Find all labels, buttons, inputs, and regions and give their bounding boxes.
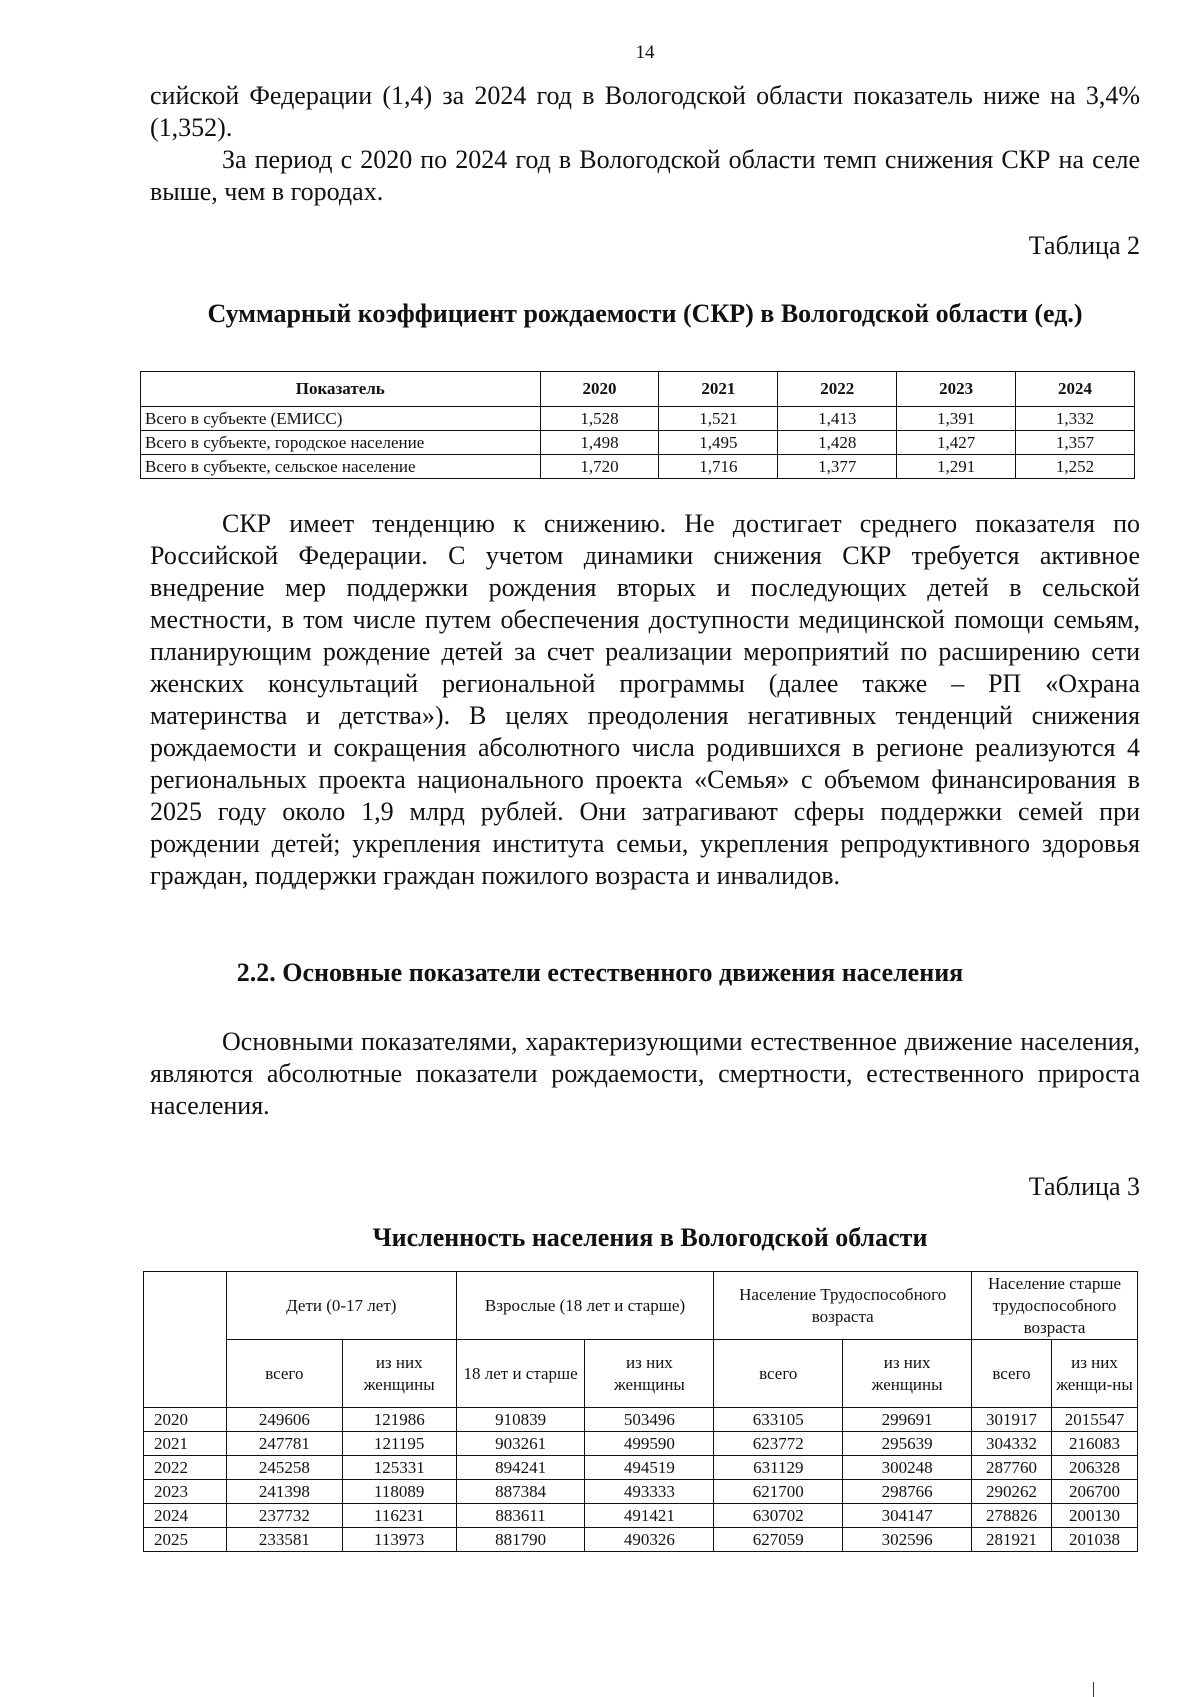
table-row	[141, 407, 1135, 431]
table-row	[141, 455, 1135, 479]
header-year: 2021	[659, 372, 778, 407]
header-year: 2022	[778, 372, 897, 407]
paragraph-natural-movement: Основными показателями, характеризующими естественное движение населения, являются абсолютные показатели рождаемости, смертности, естественного прироста населения.	[150, 1027, 1140, 1120]
row-label: Всего в субъекте, сельское население	[141, 455, 541, 479]
table-cell: 503496	[585, 1408, 714, 1432]
header-year-blank	[144, 1272, 227, 1408]
table-2-label: Таблица 2	[1028, 231, 1140, 260]
table-cell: 1,377	[778, 455, 897, 479]
row-label: Всего в субъекте, городское население	[141, 431, 541, 455]
table-cell: 491421	[585, 1504, 714, 1528]
table-cell: 281921	[972, 1528, 1052, 1552]
table-cell: 1,252	[1016, 455, 1135, 479]
table-row	[144, 1504, 1138, 1528]
table-cell: 903261	[456, 1432, 585, 1456]
paragraph-fertility-trend: СКР имеет тенденцию к снижению. Не достигает среднего показателя по Российской Федерации. С учетом динамики снижения СКР требуется активное внедрение мер поддержки рождения вторых и последующих детей в сельской местности, в том числе путем обеспечения доступности медицинской помощи семьям, планирующим рождение детей за счет реализации мероприятий по расширению сети женских консультаций региональной программы (далее также – РП «Охрана материнства и детства»). В целях преодоления негативных тенденций снижения рождаемости и сокращения абсолютного числа родившихся в регионе реализуются 4 региональных проекта национального проекта «Семья» с объемом финансирования в 2025 году около 1,9 млрд рублей. Они затрагивают сферы поддержки семей при рождении детей; укрепления института семьи, укрепления репродуктивного здоровья граждан, поддержки граждан пожилого возраста и инвалидов.	[150, 509, 1140, 890]
header-year: 2024	[1016, 372, 1135, 407]
table-cell: 883611	[456, 1504, 585, 1528]
table-cell: 304147	[843, 1504, 972, 1528]
table-cell: 630702	[714, 1504, 843, 1528]
table-cell: 216083	[1052, 1432, 1138, 1456]
page-number: 14	[635, 42, 655, 63]
row-year: 2022	[144, 1456, 227, 1480]
table-cell: 247781	[226, 1432, 342, 1456]
table-cell: 295639	[843, 1432, 972, 1456]
table-2-title: Суммарный коэффициент рождаемости (СКР) в Вологодской области (ед.)	[207, 299, 1083, 328]
table-3-title: Численность населения в Вологодской области	[372, 1223, 928, 1252]
table-row	[144, 1528, 1138, 1552]
header-adults: Взрослые (18 лет и старше)	[456, 1272, 714, 1340]
table-3-label: Таблица 3	[1028, 1172, 1140, 1201]
table-cell: 887384	[456, 1480, 585, 1504]
table-cell: 118089	[342, 1480, 456, 1504]
table-row	[144, 1408, 1138, 1432]
table-cell: 1,495	[659, 431, 778, 455]
header-working-age: Население Трудоспособного возраста	[714, 1272, 972, 1340]
table-cell: 1,332	[1016, 407, 1135, 431]
row-year: 2021	[144, 1432, 227, 1456]
table-cell: 631129	[714, 1456, 843, 1480]
table-cell: 1,391	[897, 407, 1016, 431]
table-cell: 881790	[456, 1528, 585, 1552]
table-row	[141, 431, 1135, 455]
table-row	[144, 1480, 1138, 1504]
table-cell: 237732	[226, 1504, 342, 1528]
table-cell: 621700	[714, 1480, 843, 1504]
table-cell: 290262	[972, 1480, 1052, 1504]
row-year: 2024	[144, 1504, 227, 1528]
population-table-body	[144, 1408, 1138, 1552]
table-cell: 121195	[342, 1432, 456, 1456]
paragraph-rural-decline: За период с 2020 по 2024 год в Вологодской области темп снижения СКР на селе выше, чем в городах.	[150, 145, 1140, 206]
table-cell: 894241	[456, 1456, 585, 1480]
table-cell: 627059	[714, 1528, 843, 1552]
table-cell: 302596	[843, 1528, 972, 1552]
table-cell: 245258	[226, 1456, 342, 1480]
table-cell: 1,720	[540, 455, 659, 479]
table-cell: 1,528	[540, 407, 659, 431]
table-cell: 493333	[585, 1480, 714, 1504]
table-cell: 1,291	[897, 455, 1016, 479]
row-year: 2025	[144, 1528, 227, 1552]
header-year: 2020	[540, 372, 659, 407]
table-cell: 201038	[1052, 1528, 1138, 1552]
table-cell: 633105	[714, 1408, 843, 1432]
subheader-women: из них женщины	[342, 1340, 456, 1408]
header-year: 2023	[897, 372, 1016, 407]
header-elderly: Население старше трудоспособного возраста	[972, 1272, 1138, 1340]
subheader-total: всего	[226, 1340, 342, 1408]
table-cell: 206700	[1052, 1480, 1138, 1504]
table-cell: 1,413	[778, 407, 897, 431]
table-cell: 1,716	[659, 455, 778, 479]
subheader-adults-18: 18 лет и старше	[456, 1340, 585, 1408]
table-cell: 278826	[972, 1504, 1052, 1528]
table-cell: 623772	[714, 1432, 843, 1456]
table-cell: 1,357	[1016, 431, 1135, 455]
table-cell: 249606	[226, 1408, 342, 1432]
table-cell: 1,498	[540, 431, 659, 455]
table-cell: 241398	[226, 1480, 342, 1504]
table-cell: 2015547	[1052, 1408, 1138, 1432]
header-children: Дети (0-17 лет)	[226, 1272, 456, 1340]
table-cell: 300248	[843, 1456, 972, 1480]
row-year: 2020	[144, 1408, 227, 1432]
paragraph-continuation: сийской Федерации (1,4) за 2024 год в Вологодской области показатель ниже на 3,4% (1,352).	[150, 81, 1140, 142]
page-edge-mark	[1093, 1682, 1094, 1697]
subheader-total: всего	[972, 1340, 1052, 1408]
table-cell: 121986	[342, 1408, 456, 1432]
table-cell: 233581	[226, 1528, 342, 1552]
fertility-rate-table	[140, 371, 1135, 479]
table-cell: 287760	[972, 1456, 1052, 1480]
table-cell: 116231	[342, 1504, 456, 1528]
table-cell: 910839	[456, 1408, 585, 1432]
table-cell: 125331	[342, 1456, 456, 1480]
table-cell: 299691	[843, 1408, 972, 1432]
table-cell: 1,428	[778, 431, 897, 455]
table-cell: 206328	[1052, 1456, 1138, 1480]
table-cell: 301917	[972, 1408, 1052, 1432]
row-year: 2023	[144, 1480, 227, 1504]
table-cell: 490326	[585, 1528, 714, 1552]
table-cell: 494519	[585, 1456, 714, 1480]
table-row	[144, 1432, 1138, 1456]
section-heading: 2.2. Основные показатели естественного движения населения	[236, 958, 964, 987]
row-label: Всего в субъекте (ЕМИСС)	[141, 407, 541, 431]
table-cell: 304332	[972, 1432, 1052, 1456]
header-indicator: Показатель	[141, 372, 541, 407]
table-cell: 1,427	[897, 431, 1016, 455]
table-subheader-row	[144, 1340, 1138, 1408]
subheader-total: всего	[714, 1340, 843, 1408]
table-cell: 298766	[843, 1480, 972, 1504]
table-cell: 1,521	[659, 407, 778, 431]
subheader-women: из них женщины	[585, 1340, 714, 1408]
table-cell: 200130	[1052, 1504, 1138, 1528]
table-cell: 113973	[342, 1528, 456, 1552]
subheader-women: из них женщины	[843, 1340, 972, 1408]
population-table	[143, 1271, 1138, 1552]
table-row	[144, 1456, 1138, 1480]
subheader-women: из них женщи-ны	[1052, 1340, 1138, 1408]
table-header-row	[141, 372, 1135, 407]
table-cell: 499590	[585, 1432, 714, 1456]
table-group-header-row	[144, 1272, 1138, 1340]
